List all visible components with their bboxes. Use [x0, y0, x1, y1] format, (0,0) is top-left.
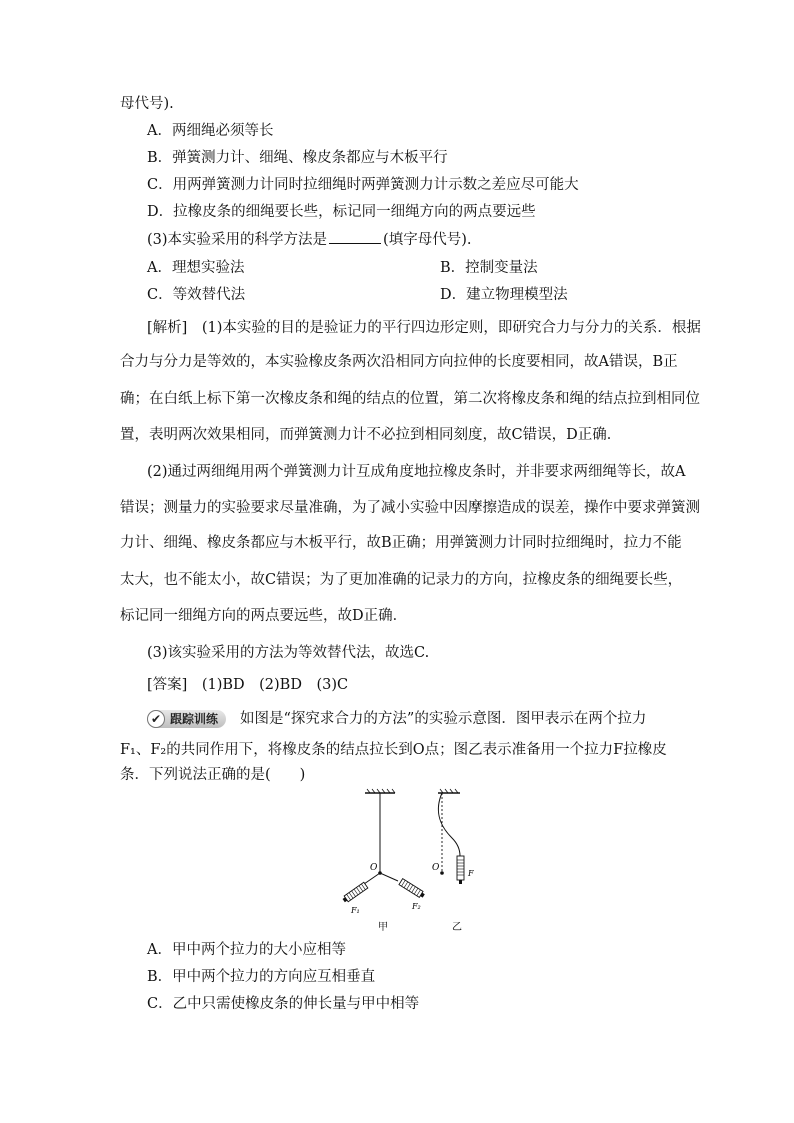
option-b: B．弹簧测力计、细绳、橡皮条都应与木板平行 — [147, 150, 448, 166]
analysis-line: 合力与分力是等效的，本实验橡皮条两次沿相同方向拉伸的长度要相同，故A错误，B正 — [120, 354, 678, 370]
option-d: D．建立物理模型法 — [440, 287, 568, 303]
answer-line: [答案] (1)BD (2)BD (3)C — [147, 677, 349, 693]
option-c: C．乙中只需使橡皮条的伸长量与甲中相等 — [147, 996, 420, 1012]
string-f2 — [380, 873, 398, 881]
question-text: 如图是“探究求合力的方法”的实验示意图．图甲表示在两个拉力 — [240, 711, 647, 727]
analysis-line: 标记同一细绳方向的两点要远些，故D正确． — [120, 608, 408, 624]
spring-scale-f — [457, 856, 464, 884]
option-b: B．控制变量法 — [440, 260, 538, 276]
analysis-line: 太大，也不能太小，故C错误；为了更加准确的记录力的方向，拉橡皮条的细绳要长些， — [120, 572, 683, 588]
caption-yi: 乙 — [452, 922, 462, 933]
analysis-line: 力计、细绳、橡皮条都应与木板平行，故B正确；用弹簧测力计同时拉细绳时，拉力不能 — [120, 535, 682, 551]
analysis-line: 错误；测量力的实验要求尽量准确，为了减小实验中因摩擦造成的误差，操作中要求弹簧测 — [120, 500, 700, 516]
question-3-suffix: (填字母代号). — [383, 232, 472, 248]
question-3-text: (3)本实验采用的科学方法是 — [147, 232, 328, 248]
option-c: C．等效替代法 — [147, 287, 246, 303]
label-o-yi: O — [432, 863, 440, 873]
experiment-figure — [330, 786, 500, 936]
option-b: B．甲中两个拉力的方向应互相垂直 — [147, 969, 376, 985]
follow-up-badge-label: 跟踪训练 — [170, 712, 219, 726]
spring-scale-f2 — [399, 879, 426, 899]
follow-up-badge — [147, 710, 226, 728]
option-a: A．两细绳必须等长 — [147, 123, 274, 139]
option-a: A．理想实验法 — [147, 260, 245, 276]
string-f1 — [364, 873, 380, 884]
follow-up-intro — [147, 709, 646, 729]
knot-point-o-yi — [440, 871, 444, 875]
caption-jia: 甲 — [378, 922, 388, 933]
analysis-line: (3)该实验采用的方法为等效替代法，故选C. — [147, 645, 430, 661]
analysis-line: [解析] (1)本实验的目的是验证力的平行四边形定则，即研究合力与分力的关系．根据 — [147, 320, 701, 336]
option-d: D．拉橡皮条的细绳要长些，标记同一细绳方向的两点要远些 — [147, 204, 536, 220]
question-text: 条．下列说法正确的是( ) — [120, 767, 306, 783]
option-a: A．甲中两个拉力的大小应相等 — [147, 942, 346, 958]
answer-blank — [329, 229, 381, 244]
ceiling-yi — [438, 789, 460, 793]
analysis-line: 确；在白纸上标下第一次橡皮条和绳的结点的位置，第二次将橡皮条和绳的结点拉到相同位 — [120, 391, 700, 407]
label-f2: F₂ — [412, 902, 421, 911]
ceiling-jia — [365, 789, 395, 793]
label-f1: F₁ — [351, 906, 360, 915]
analysis-line: (2)通过两细绳用两个弹簧测力计互成角度地拉橡皮条时，并非要求两细绳等长，故A — [147, 464, 686, 480]
text-line: 母代号). — [120, 96, 174, 112]
option-c: C．用两弹簧测力计同时拉细绳时两弹簧测力计示数之差应尽可能大 — [147, 177, 579, 193]
label-f: F — [468, 869, 474, 878]
question-3 — [147, 229, 471, 250]
check-icon: ✔ — [147, 710, 165, 728]
question-text: F₁、F₂的共同作用下，将橡皮条的结点拉长到O点；图乙表示准备用一个拉力F拉橡皮 — [120, 742, 667, 758]
label-o: O — [370, 863, 378, 873]
analysis-line: 置，表明两次效果相同，而弹簧测力计不必拉到相同刻度，故C错误，D正确． — [120, 427, 622, 443]
spring-scale-f1 — [342, 882, 368, 903]
